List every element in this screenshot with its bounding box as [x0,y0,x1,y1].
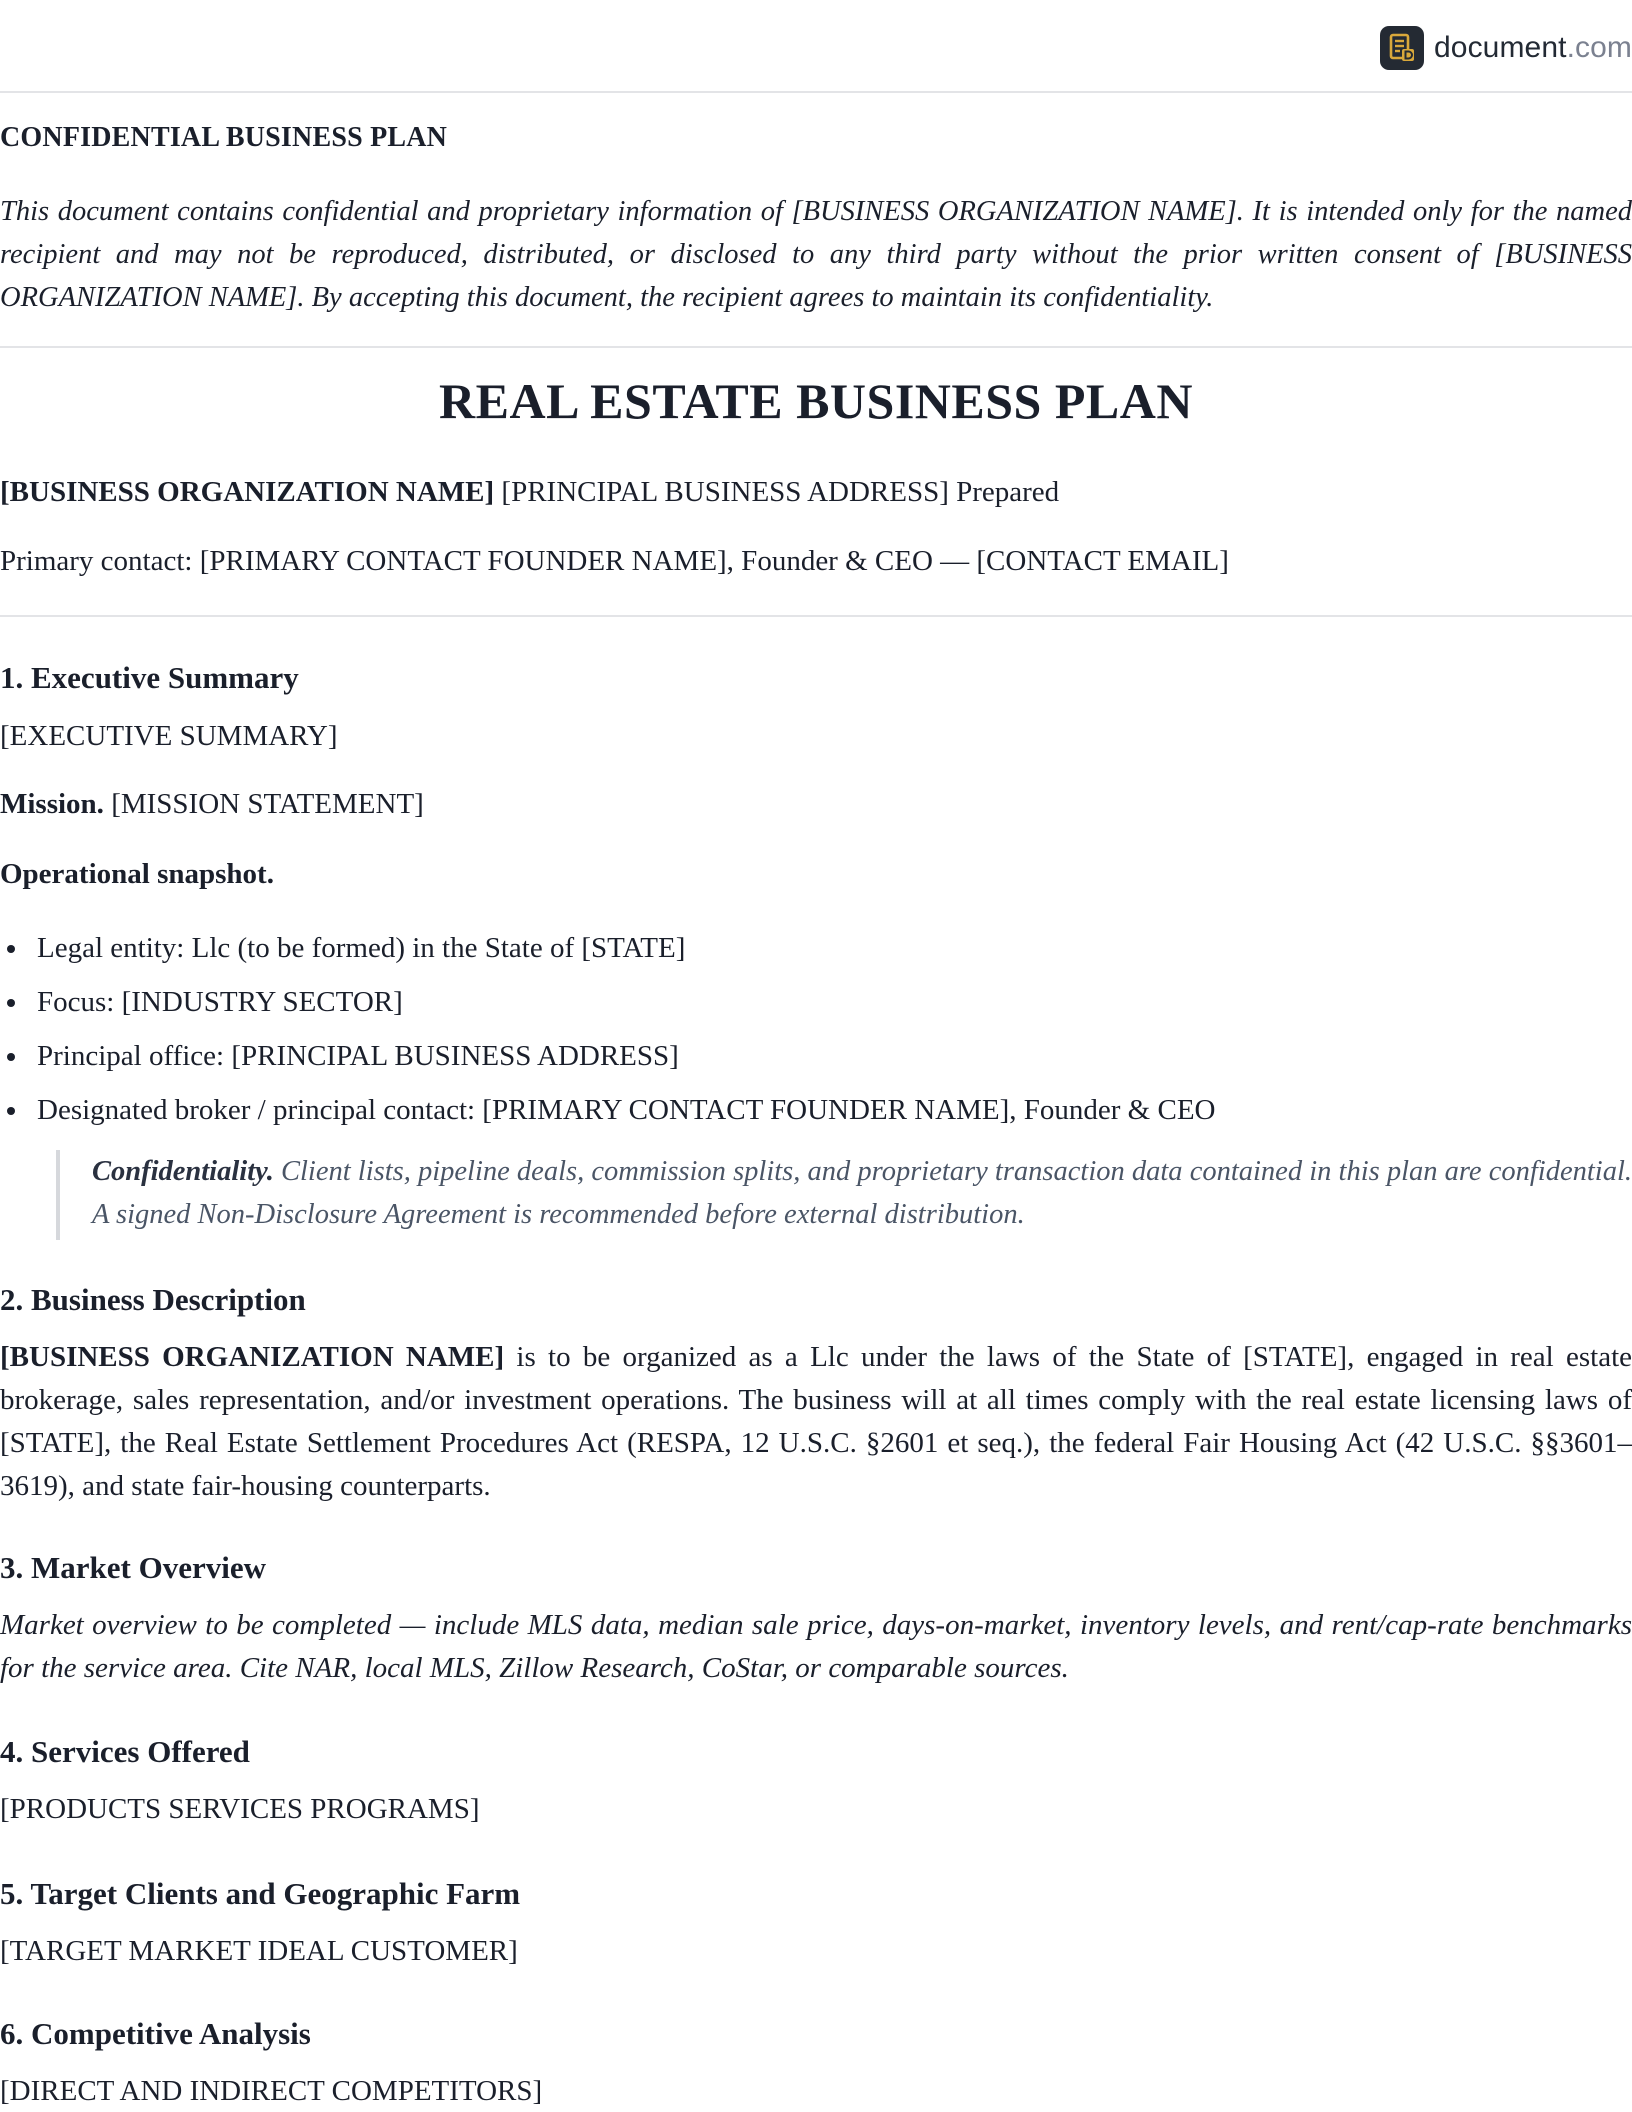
market-overview-text: Market overview to be completed — include MLS data, median sale price, days-on-market, inventory levels, and rent/cap-rate benchmarks for the service area. Cite NAR, local MLS, Zillow Research, CoStar, or comparable sources. [0,1609,1632,1684]
cover-contact-line: Primary contact: [PRIMARY CONTACT FOUNDER NAME], Founder & CEO — [CONTACT EMAIL] [0,545,1229,577]
section-heading: 1. Executive Summary [0,660,299,695]
snapshot-label: Operational snapshot. [0,858,274,890]
brand-wordmark [1434,31,1632,65]
callout-label: Confidentiality. [92,1156,274,1187]
confidential-title: CONFIDENTIAL BUSINESS PLAN [0,122,448,153]
snapshot-list [0,926,1216,1142]
brand-name: document [1434,31,1567,64]
list-item: Legal entity: Llc (to be formed) in the State of [STATE] [0,926,1216,980]
section-heading: 5. Target Clients and Geographic Farm [0,1876,521,1911]
document-logo-icon [1380,26,1424,70]
cover-org-details: [PRINCIPAL BUSINESS ADDRESS] Prepared [494,476,1060,508]
section-heading: 3. Market Overview [0,1550,266,1585]
brand[interactable] [1380,26,1632,70]
brand-tld: .com [1566,31,1632,64]
services-text: [PRODUCTS SERVICES PROGRAMS] [0,1793,480,1825]
confidentiality-callout [56,1150,1632,1240]
target-clients-text: [TARGET MARKET IDEAL CUSTOMER] [0,1935,518,1967]
cover-org-line [0,476,1059,509]
section-heading: 6. Competitive Analysis [0,2016,311,2051]
business-description-text [0,1336,1632,1508]
divider [0,346,1632,348]
executive-summary-text: [EXECUTIVE SUMMARY] [0,720,338,752]
list-item: Designated broker / principal contact: [PRIMARY CONTACT FOUNDER NAME], Founder & CEO [0,1088,1216,1142]
competitors-text: [DIRECT AND INDIRECT COMPETITORS] [0,2075,543,2107]
list-item: Principal office: [PRINCIPAL BUSINESS ADDRESS] [0,1034,1216,1088]
divider [0,615,1632,617]
section-heading: 4. Services Offered [0,1734,250,1769]
confidential-notice: This document contains confidential and proprietary information of [BUSINESS ORGANIZATION NAME]. It is intended only for the named recipient and may not be reproduced, distributed, or disclosed to any third party without the prior written consent of [BUSINESS ORGANIZATION NAME]. By accepting this document, the recipient agrees to maintain its confidentiality. [0,196,1632,313]
mission-label: Mission. [0,788,104,820]
callout-text: Client lists, pipeline deals, commission splits, and proprietary transaction data contained in this plan are confidential. A signed Non-Disclosure Agreement is recommended before external distribution. [92,1156,1632,1230]
cover-org-name: [BUSINESS ORGANIZATION NAME] [0,476,495,508]
list-item: Focus: [INDUSTRY SECTOR] [0,980,1216,1034]
description-body: is to be organized as a Llc under the laws of the State of [STATE], engaged in real estate brokerage, sales representation, and/or investment operations. The business will at all times comply with the real estate licensing laws of [STATE], the Real Estate Settlement Procedures Act (RESPA, 12 U.S.C. §2601 et seq.), the federal Fair Housing Act (42 U.S.C. §§3601–3619), and state fair-housing counterparts. [0,1341,1632,1502]
header-divider [0,91,1632,93]
mission-text: [MISSION STATEMENT] [103,788,424,820]
mission-line [0,788,424,821]
page-title: REAL ESTATE BUSINESS PLAN [439,373,1193,429]
section-heading: 2. Business Description [0,1282,306,1317]
description-org-name: [BUSINESS ORGANIZATION NAME] [0,1341,505,1373]
